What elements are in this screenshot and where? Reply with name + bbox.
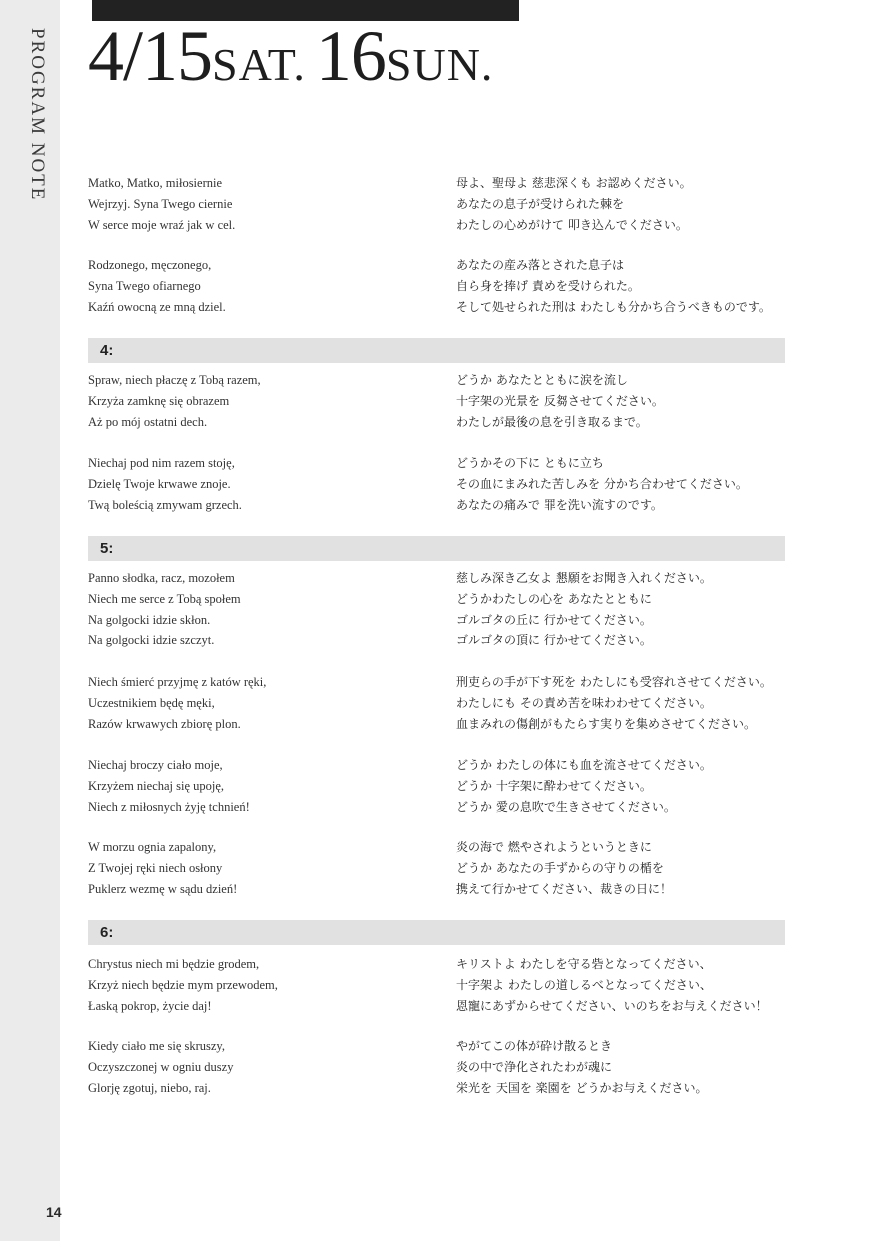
japanese-text: 炎の海で 燃やされようというときに <box>456 840 652 854</box>
japanese-text: わたしの心めがけて 叩き込んでください。 <box>456 217 688 232</box>
polish-text: Matko, Matko, miłosiernie <box>88 176 223 190</box>
japanese-text: あなたの痛みで 罪を洗い流すのです。 <box>456 497 663 512</box>
japanese-text: やがてこの体が砕け散るとき <box>456 1039 613 1053</box>
verse-line <box>88 391 788 412</box>
verse-line <box>88 858 788 879</box>
section-label: 6: <box>100 924 114 941</box>
verse-line <box>88 453 788 474</box>
stanza <box>88 453 788 515</box>
polish-text: W morzu ognia zapalony, <box>88 840 217 854</box>
polish-text: Niech z miłosnych żyję tchnień! <box>88 799 250 814</box>
verse-line <box>88 954 788 975</box>
verse-line <box>88 630 788 651</box>
polish-text: Chrystus niech mi będzie grodem, <box>88 957 260 971</box>
polish-text: Panno słodka, racz, mozołem <box>88 571 235 585</box>
section-header <box>88 920 785 945</box>
stanza <box>88 568 788 651</box>
verse-line <box>88 297 788 318</box>
verse-line <box>88 1057 788 1078</box>
japanese-text: どうか 愛の息吹で生きさせてください。 <box>456 799 676 814</box>
japanese-text: キリストよ わたしを守る砦となってください、 <box>456 957 712 971</box>
polish-text: Niech me serce z Tobą społem <box>88 591 241 606</box>
polish-text: Razów krwawych zbiorę plon. <box>88 716 241 731</box>
polish-text: Niechaj broczy ciało moje, <box>88 758 223 772</box>
verse-line <box>88 370 788 391</box>
verse-line <box>88 495 788 516</box>
verse-line <box>88 879 788 900</box>
polish-text: Syna Twego ofiarnego <box>88 278 201 293</box>
polish-text: Kiedy ciało me się skruszy, <box>88 1039 225 1053</box>
verse-line <box>88 276 788 297</box>
polish-text: Spraw, niech płaczę z Tobą razem, <box>88 373 261 387</box>
polish-text: Na golgocki idzie szczyt. <box>88 633 215 648</box>
verse-line <box>88 1078 788 1099</box>
japanese-text: わたしにも その責め苦を味わわせてください。 <box>456 695 712 710</box>
japanese-text: どうかわたしの心を あなたとともに <box>456 591 652 606</box>
date-2: 16 <box>315 16 386 96</box>
japanese-text: 血まみれの傷創がもたらす実りを集めさせてください。 <box>456 716 757 731</box>
japanese-text: 母よ、聖母よ 慈悲深くも お認めください。 <box>456 176 692 190</box>
polish-text: W serce moje wraź jak w cel. <box>88 217 236 232</box>
japanese-text: わたしが最後の息を引き取るまで。 <box>456 414 648 429</box>
japanese-text: ゴルゴタの頂に 行かせてください。 <box>456 633 652 648</box>
polish-text: Krzyżem niechaj się upoję, <box>88 778 225 793</box>
stanza <box>88 954 788 1016</box>
stanza <box>88 255 788 317</box>
day-2: SUN. <box>385 39 494 90</box>
japanese-text: 自ら身を捧げ 責めを受けられた。 <box>456 278 640 293</box>
verse-line <box>88 194 788 215</box>
polish-text: Krzyż niech będzie mym przewodem, <box>88 977 278 992</box>
verse-line <box>88 589 788 610</box>
stanza <box>88 837 788 899</box>
section-header <box>88 338 785 363</box>
verse-line <box>88 255 788 276</box>
verse-line <box>88 996 788 1017</box>
japanese-text: どうか あなたの手ずからの守りの楯を <box>456 860 664 875</box>
japanese-text: ゴルゴタの丘に 行かせてください。 <box>456 612 652 627</box>
stanza <box>88 173 788 235</box>
section-header <box>88 536 785 561</box>
polish-text: Glorję zgotuj, niebo, raj. <box>88 1080 211 1095</box>
verse-line <box>88 837 788 858</box>
stanza <box>88 370 788 432</box>
polish-text: Krzyża zamknę się obrazem <box>88 393 230 408</box>
verse-line <box>88 412 788 433</box>
sidebar <box>0 0 60 1241</box>
page-number: 14 <box>46 1204 62 1220</box>
verse-line <box>88 693 788 714</box>
verse-line <box>88 776 788 797</box>
polish-text: Oczyszczonej w ogniu duszy <box>88 1059 234 1074</box>
section-label: 5: <box>100 540 114 557</box>
polish-text: Kaźń owocną ze mną dziel. <box>88 299 226 314</box>
japanese-text: 十字架よ わたしの道しるべとなってください、 <box>456 977 712 992</box>
polish-text: Wejrzyj. Syna Twego ciernie <box>88 196 233 211</box>
japanese-text: あなたの産み落とされた息子は <box>456 258 625 272</box>
verse-line <box>88 215 788 236</box>
day-1: SAT. <box>212 39 306 90</box>
verse-line <box>88 610 788 631</box>
verse-line <box>88 568 788 589</box>
polish-text: Dzielę Twoje krwawe znoje. <box>88 476 231 491</box>
polish-text: Rodzonego, męczonego, <box>88 258 212 272</box>
date-1: 4/15 <box>88 16 213 96</box>
verse-line <box>88 755 788 776</box>
verse-line <box>88 714 788 735</box>
stanza <box>88 1036 788 1098</box>
polish-text: Na golgocki idzie skłon. <box>88 612 211 627</box>
polish-text: Aż po mój ostatni dech. <box>88 414 208 429</box>
japanese-text: どうかその下に ともに立ち <box>456 456 604 470</box>
japanese-text: そして処せられた刑は わたしも分かち合うべきものです。 <box>456 299 771 314</box>
page-title <box>88 16 503 96</box>
japanese-text: 慈しみ深き乙女よ 懇願をお聞き入れください。 <box>456 571 712 585</box>
section-label: 4: <box>100 342 114 359</box>
japanese-text: 刑吏らの手が下す死を わたしにも受容れさせてください。 <box>456 675 772 689</box>
japanese-text: 十字架の光景を 反芻させてください。 <box>456 393 664 408</box>
verse-line <box>88 975 788 996</box>
japanese-text: 恩寵にあずからせてください、いのちをお与えください！ <box>456 998 768 1013</box>
japanese-text: 携えて行かせてください、裁きの日に！ <box>456 881 673 896</box>
japanese-text: 炎の中で浄化されたわが魂に <box>456 1059 613 1074</box>
sidebar-label: PROGRAM NOTE <box>27 28 48 202</box>
japanese-text: どうか 十字架に酔わせてください。 <box>456 778 652 793</box>
japanese-text: どうか わたしの体にも血を流させてください。 <box>456 758 712 772</box>
verse-line <box>88 672 788 693</box>
verse-line <box>88 474 788 495</box>
polish-text: Łaską pokrop, życie daj! <box>88 998 212 1013</box>
polish-text: Niech śmierć przyjmę z katów ręki, <box>88 675 267 689</box>
stanza <box>88 755 788 817</box>
polish-text: Niechaj pod nim razem stoję, <box>88 456 235 470</box>
polish-text: Z Twojej ręki niech osłony <box>88 860 223 875</box>
verse-line <box>88 1036 788 1057</box>
japanese-text: あなたの息子が受けられた棘を <box>456 196 625 211</box>
japanese-text: どうか あなたとともに涙を流し <box>456 373 628 387</box>
polish-text: Uczestnikiem będę męki, <box>88 695 215 710</box>
verse-line <box>88 173 788 194</box>
verse-line <box>88 797 788 818</box>
polish-text: Puklerz wezmę w sądu dzień! <box>88 881 238 896</box>
stanza <box>88 672 788 734</box>
japanese-text: その血にまみれた苦しみを 分かち合わせてください。 <box>456 476 748 491</box>
polish-text: Twą boleścią zmywam grzech. <box>88 497 242 512</box>
japanese-text: 栄光を 天国を 楽園を どうかお与えください。 <box>456 1080 708 1095</box>
